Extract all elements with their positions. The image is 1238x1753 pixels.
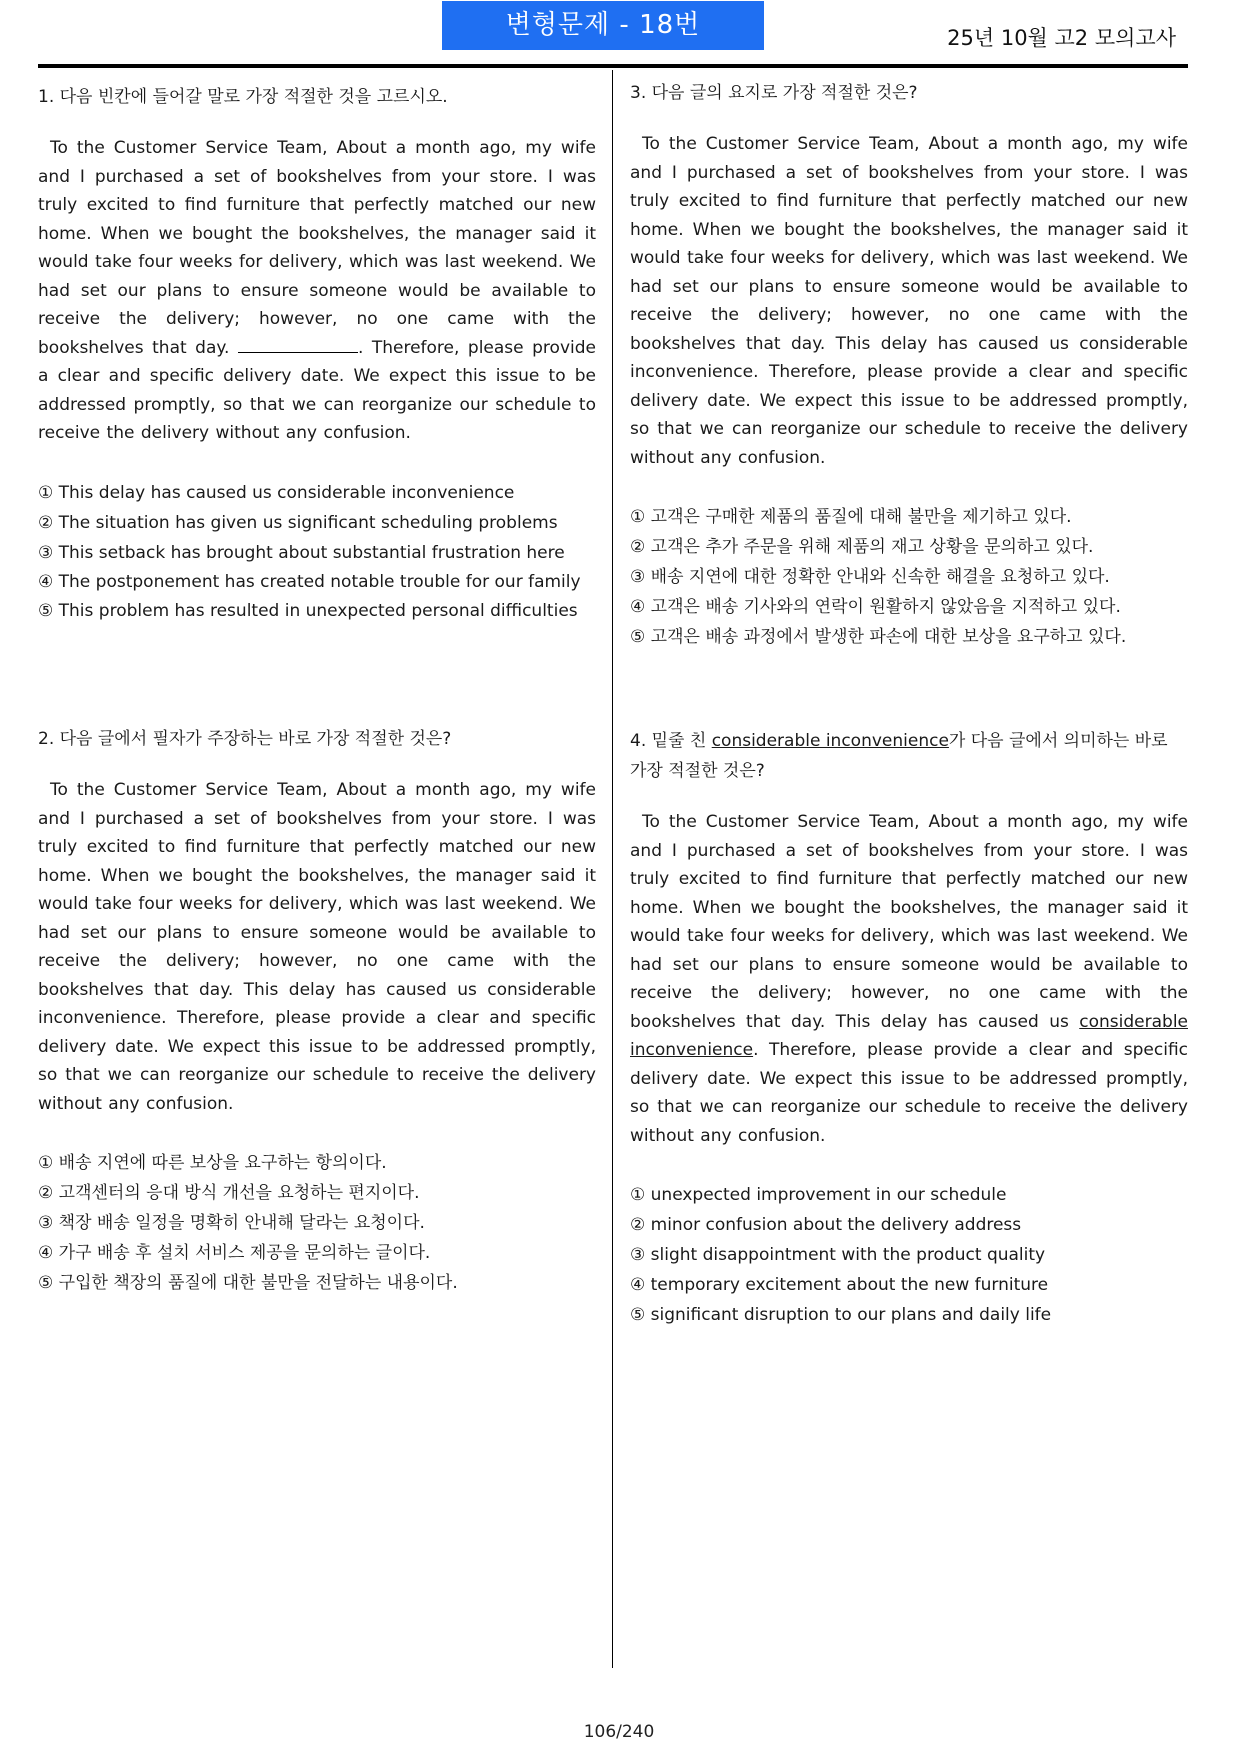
option-1[interactable]: ① unexpected improvement in our schedule: [630, 1185, 1007, 1205]
question-2-prompt: 2. 다음 글에서 필자가 주장하는 바로 가장 적절한 것은?: [38, 729, 452, 749]
option-5[interactable]: ⑤ 구입한 책장의 품질에 대한 불만을 전달하는 내용이다.: [38, 1273, 458, 1293]
exam-label: 25년 10월 고2 모의고사: [947, 26, 1176, 50]
question-2-passage: To the Customer Service Team, About a month ago, my wife and I purchased a set of bookshelves from your store. I was truly excited to find furniture that perfectly matched our new home. When we bought the bookshelves, the manager said it would take four weeks for delivery, which was last weekend. We had set our plans to ensure someone would be available to receive the delivery; however, no one came with the bookshelves that day. This delay has caused us considerable inconvenience. Therefore, please provide a clear and specific delivery date. We expect this issue to be addressed promptly, so that we can reorganize our schedule to receive the delivery without any confusion.: [38, 780, 596, 1114]
option-5[interactable]: ⑤ This problem has resulted in unexpected personal difficulties: [38, 600, 578, 621]
header-divider: [38, 64, 1188, 68]
header-title-badge: 변형문제 - 18번: [442, 1, 764, 50]
option-3[interactable]: ③ 책장 배송 일정을 명확히 안내해 달라는 요청이다.: [38, 1213, 425, 1233]
option-1[interactable]: ① This delay has caused us considerable inconvenience: [38, 482, 515, 503]
answer-blank: [238, 336, 358, 353]
question-3-passage: To the Customer Service Team, About a month ago, my wife and I purchased a set of bookshelves from your store. I was truly excited to find furniture that perfectly matched our new home. When we bought the bookshelves, the manager said it would take four weeks for delivery, which was last weekend. We had set our plans to ensure someone would be available to receive the delivery; however, no one came with the bookshelves that day. This delay has caused us considerable inconvenience. Therefore, please provide a clear and specific delivery date. We expect this issue to be addressed promptly, so that we can reorganize our schedule to receive the delivery without any confusion.: [630, 134, 1188, 468]
option-4[interactable]: ④ 가구 배송 후 설치 서비스 제공을 문의하는 글이다.: [38, 1243, 431, 1263]
option-3[interactable]: ③ 배송 지연에 대한 정확한 안내와 신속한 해결을 요청하고 있다.: [630, 567, 1110, 587]
option-4[interactable]: ④ 고객은 배송 기사와의 연락이 원활하지 않았음을 지적하고 있다.: [630, 597, 1121, 617]
question-4: [630, 726, 1188, 1330]
option-4[interactable]: ④ The postponement has created notable trouble for our family: [38, 571, 581, 592]
question-4-prompt: [630, 726, 1188, 786]
option-5[interactable]: ⑤ significant disruption to our plans and daily life: [630, 1305, 1052, 1325]
option-2[interactable]: ② The situation has given us significant scheduling problems: [38, 512, 558, 533]
question-1-prompt: 1. 다음 빈칸에 들어갈 말로 가장 적절한 것을 고르시오.: [38, 87, 448, 107]
question-1-options: [38, 478, 596, 626]
option-2[interactable]: ② minor confusion about the delivery address: [630, 1215, 1022, 1235]
question-4-options: [630, 1180, 1188, 1330]
passage-text: To the Customer Service Team, About a month ago, my wife and I purchased a set of bookshelves from your store. I was truly excited to find furniture that perfectly matched our new home. When we bought the bookshelves, the manager said it would take four weeks for delivery, which was last weekend. We had set our plans to ensure someone would be available to receive the delivery; however, no one came with the bookshelves that day.: [38, 138, 596, 358]
question-1: [38, 82, 596, 626]
option-3[interactable]: ③ slight disappointment with the product quality: [630, 1245, 1046, 1265]
column-divider: [612, 70, 613, 1668]
question-3-options: [630, 502, 1188, 652]
option-4[interactable]: ④ temporary excitement about the new furniture: [630, 1275, 1049, 1295]
passage-text: . Therefore, please provide a clear and specific delivery date. We expect this issue to be addressed promptly, so that we can reorganize our schedule to receive the delivery without any confusion.: [630, 1040, 1188, 1146]
question-2: [38, 724, 596, 1298]
question-1-passage: [38, 134, 596, 448]
option-5[interactable]: ⑤ 고객은 배송 과정에서 발생한 파손에 대한 보상을 요구하고 있다.: [630, 627, 1127, 647]
option-1[interactable]: ① 고객은 구매한 제품의 품질에 대해 불만을 제기하고 있다.: [630, 507, 1072, 527]
prompt-text: 가 다음 글에서 의미하는 바로 가장 적절한 것은?: [630, 731, 1168, 781]
question-3-prompt: 3. 다음 글의 요지로 가장 적절한 것은?: [630, 83, 918, 103]
question-2-options: [38, 1148, 596, 1298]
passage-text: . Therefore, please provide a clear and specific delivery date. We expect this issue to be addressed promptly, so that we can reorganize our schedule to receive the delivery without any confusion.: [38, 337, 596, 443]
passage-text: To the Customer Service Team, About a month ago, my wife and I purchased a set of bookshelves from your store. I was truly excited to find furniture that perfectly matched our new home. When we bought the bookshelves, the manager said it would take four weeks for delivery, which was last weekend. We had set our plans to ensure someone would be available to receive the delivery; however, no one came with the bookshelves that day. This delay has caused us: [630, 812, 1188, 1032]
page-number: 106/240: [583, 1722, 655, 1742]
question-3: [630, 78, 1188, 652]
option-2[interactable]: ② 고객은 추가 주문을 위해 제품의 재고 상황을 문의하고 있다.: [630, 537, 1094, 557]
option-2[interactable]: ② 고객센터의 응대 방식 개선을 요청하는 편지이다.: [38, 1183, 420, 1203]
prompt-text: 4. 밑줄 친: [630, 731, 712, 751]
underlined-phrase: considerable inconvenience: [711, 731, 949, 751]
option-3[interactable]: ③ This setback has brought about substantial frustration here: [38, 542, 565, 563]
option-1[interactable]: ① 배송 지연에 따른 보상을 요구하는 항의이다.: [38, 1153, 387, 1173]
underlined-phrase: considerable inconvenience: [630, 1011, 1188, 1060]
question-4-passage: [630, 808, 1188, 1150]
